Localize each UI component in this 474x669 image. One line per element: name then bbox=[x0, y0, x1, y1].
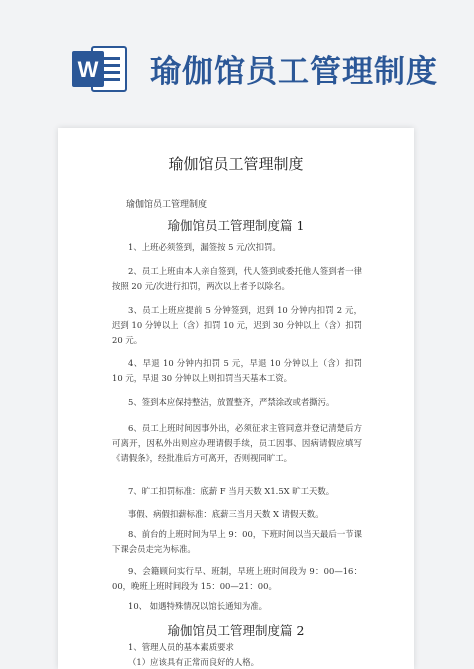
section2-item: （1）应该具有正常而良好的人格。 bbox=[128, 657, 259, 667]
section1-item: 4、早退 10 分钟内扣罚 5 元，早退 10 分钟以上（含）扣罚 10 元，早退 30 分钟以上则扣罚当天基本工资。 bbox=[112, 358, 362, 383]
section1-item: 2、员工上班由本人亲自签到，代人签到或委托他人签到者一律按照 20 元/次进行扣罚，两次以上者予以除名。 bbox=[112, 266, 362, 291]
document-banner bbox=[0, 0, 474, 118]
banner-title: 瑜伽馆员工管理制度 bbox=[150, 54, 438, 90]
section1-item: 6、员工上班时间因事外出，必须征求主管同意并登记清楚后方可离开，因私外出则应办理请假手续，员工因事、因病请假应填写《请假条》，经批准后方可离开，否则视同旷工。 bbox=[112, 423, 362, 463]
document-subtitle: 瑜伽馆员工管理制度 bbox=[126, 200, 208, 210]
section2-item: 1、管理人员的基本素质要求 bbox=[128, 642, 234, 652]
document-page bbox=[58, 128, 414, 669]
word-logo-letter: W bbox=[77, 57, 99, 82]
section1-item: 8、前台的上班时间为早上 9：00，下班时间以当天最后一节课下课会员走完为标准。 bbox=[112, 529, 362, 554]
section1-item: 5、签到本应保持整洁，放置整齐，严禁涂改或者撕污。 bbox=[128, 397, 335, 407]
section1-item: 9、会籍顾问实行早、班制，早班上班时间段为 9：00—16：00，晚班上班时间段为 15：00—21：00。 bbox=[112, 566, 362, 591]
section1-item: 事假、病假扣薪标准：底薪三当月天数 X 请假天数。 bbox=[128, 509, 324, 519]
section1-item: 10、 如遇特殊情况以馆长通知为准。 bbox=[128, 601, 267, 611]
section1-item: 7、旷工扣罚标准：底薪 F 当月天数 X1.5X 旷工天数。 bbox=[128, 486, 335, 496]
section1-title: 瑜伽馆员工管理制度篇 1 bbox=[167, 218, 305, 233]
section2-title: 瑜伽馆员工管理制度篇 2 bbox=[167, 623, 305, 638]
section1-item: 3、员工上班应提前 5 分钟签到，迟到 10 分钟内扣罚 2 元，迟到 10 分钟以上（含）扣罚 10 元，迟到 30 分钟以上（含）扣罚 20 元。 bbox=[112, 305, 362, 345]
section1-item: 1、上班必须签到，漏签按 5 元/次扣罚。 bbox=[128, 242, 281, 252]
word-document-icon bbox=[70, 43, 130, 95]
document-title: 瑜伽馆员工管理制度 bbox=[168, 155, 304, 173]
